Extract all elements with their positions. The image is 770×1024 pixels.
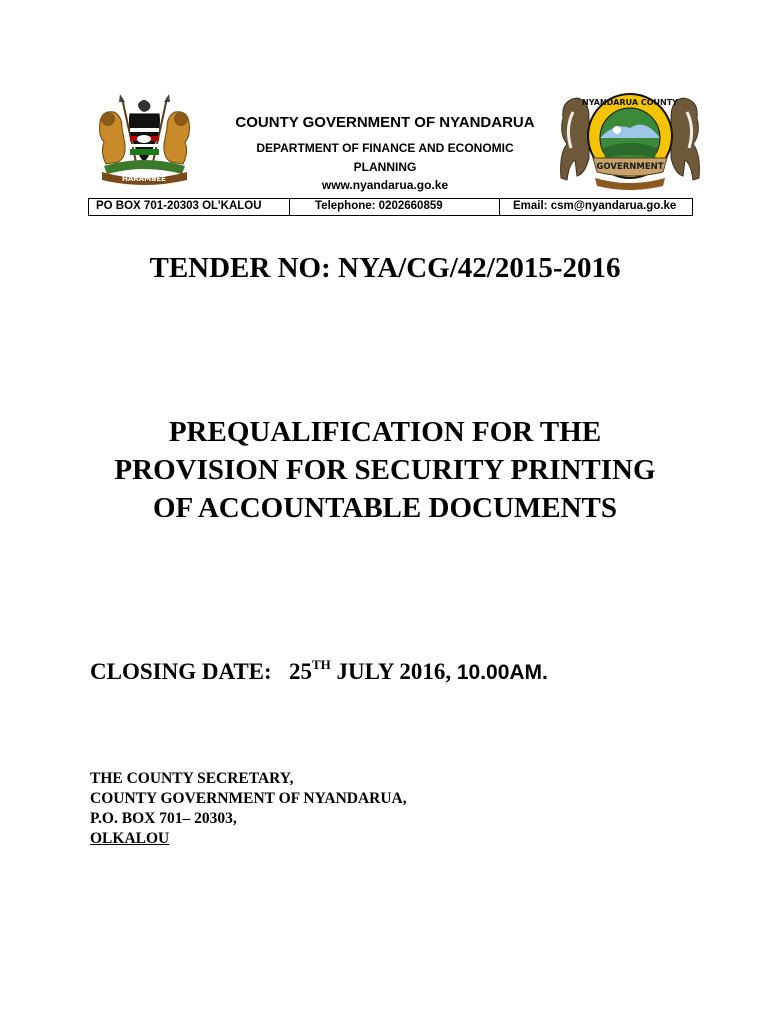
- po-box: PO BOX 701-20303 OL’KALOU: [96, 200, 262, 212]
- address-block: [90, 769, 407, 849]
- title-line: PROVISION FOR SECURITY PRINTING: [114, 454, 656, 486]
- svg-text:HARAMBEE: HARAMBEE: [122, 175, 166, 183]
- address-line: THE COUNTY SECRETARY,: [90, 770, 294, 787]
- department-name: [200, 139, 570, 177]
- address-line: COUNTY GOVERNMENT OF NYANDARUA,: [90, 790, 407, 807]
- kenya-coat-of-arms-icon: [92, 92, 197, 187]
- closing-date: [90, 657, 548, 685]
- contact-divider: [289, 199, 290, 215]
- contact-bar: [88, 198, 693, 216]
- svg-text:NYANDARUA COUNTY: NYANDARUA COUNTY: [582, 98, 678, 107]
- contact-divider: [499, 199, 500, 215]
- letterhead-title: COUNTY GOVERNMENT OF NYANDARUA: [235, 114, 535, 131]
- tender-number: TENDER NO: NYA/CG/42/2015-2016: [149, 252, 621, 284]
- closing-time: 10.00AM.: [456, 661, 548, 684]
- closing-day: 25: [288, 659, 312, 684]
- closing-month-year: JULY 2016,: [336, 659, 452, 684]
- document-title: [60, 413, 710, 527]
- address-line: P.O. BOX 701– 20303,: [90, 810, 237, 827]
- address-town: OLKALOU: [90, 830, 170, 847]
- closing-date-label: CLOSING DATE:: [90, 659, 272, 684]
- title-line: OF ACCOUNTABLE DOCUMENTS: [152, 492, 618, 524]
- nyandarua-county-seal-icon: [555, 88, 705, 198]
- title-line: PREQUALIFICATION FOR THE: [168, 416, 602, 448]
- svg-text:GOVERNMENT: GOVERNMENT: [596, 162, 664, 172]
- department-line-2: PLANNING: [353, 160, 417, 174]
- website-link[interactable]: www.nyandarua.go.ke: [321, 178, 449, 192]
- department-line-1: DEPARTMENT OF FINANCE AND ECONOMIC: [256, 141, 514, 155]
- closing-day-suffix: TH: [311, 657, 331, 672]
- email[interactable]: Email: csm@nyandarua.go.ke: [513, 200, 677, 212]
- telephone: Telephone: 0202660859: [315, 200, 443, 212]
